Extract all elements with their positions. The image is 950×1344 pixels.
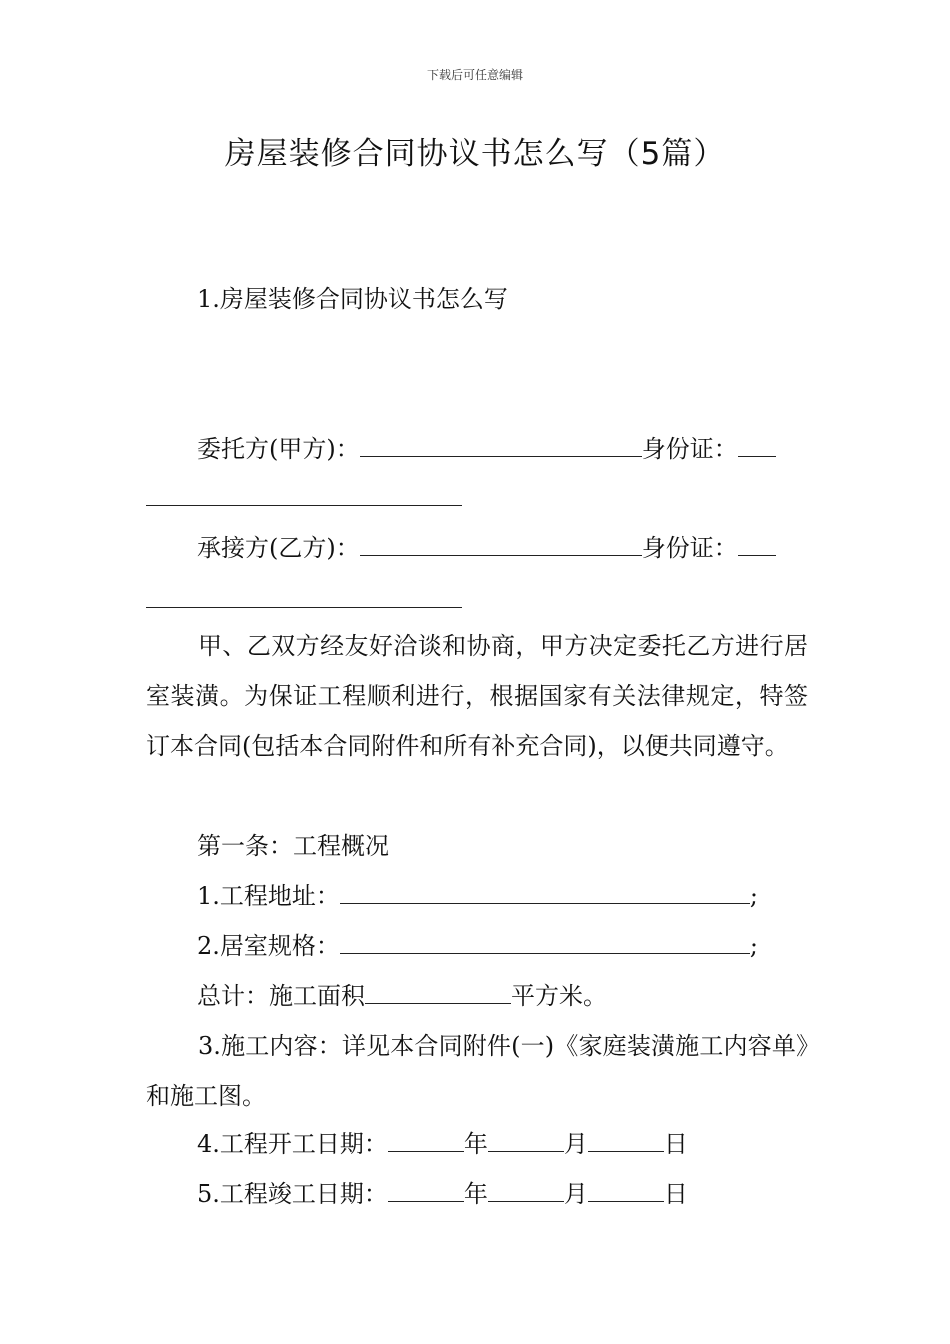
address-end: ; bbox=[749, 882, 758, 910]
start-year: 年 bbox=[463, 1130, 488, 1158]
start-date-line bbox=[197, 1129, 688, 1159]
spec-blank bbox=[340, 931, 750, 954]
article-one-heading: 第一条：工程概况 bbox=[197, 832, 389, 860]
party-a-id-blank bbox=[738, 434, 776, 457]
start-year-blank bbox=[388, 1129, 464, 1152]
party-b-name-blank bbox=[360, 533, 642, 556]
party-b-line bbox=[197, 533, 776, 563]
address-label: 1.工程地址： bbox=[197, 882, 340, 910]
end-day: 日 bbox=[663, 1180, 688, 1208]
end-day-blank bbox=[588, 1179, 664, 1202]
content-paragraph: 3.施工内容：详见本合同附件(一)《家庭装潢施工内容单》和施工图。 bbox=[146, 1032, 808, 1110]
end-year-blank bbox=[388, 1179, 464, 1202]
party-b-id-blank-continued bbox=[146, 607, 462, 608]
start-month: 月 bbox=[563, 1130, 588, 1158]
end-month: 月 bbox=[563, 1180, 588, 1208]
party-b-id-blank bbox=[738, 533, 776, 556]
party-b-label: 承接方(乙方)： bbox=[197, 534, 360, 562]
party-b-id-label: 身份证： bbox=[641, 534, 738, 562]
party-a-id-blank-continued bbox=[146, 505, 462, 506]
total-label: 总计：施工面积 bbox=[197, 982, 365, 1010]
spec-end: ; bbox=[749, 932, 758, 960]
total-unit: 平方米。 bbox=[511, 982, 607, 1010]
address-line bbox=[197, 881, 758, 911]
header-note: 下载后可任意编辑 bbox=[426, 68, 523, 82]
party-a-name-blank bbox=[360, 434, 642, 457]
spec-line bbox=[197, 931, 758, 961]
end-label: 5.工程竣工日期： bbox=[197, 1180, 388, 1208]
address-blank bbox=[340, 881, 750, 904]
end-date-line bbox=[197, 1179, 688, 1209]
start-label: 4.工程开工日期： bbox=[197, 1130, 388, 1158]
start-month-blank bbox=[488, 1129, 564, 1152]
start-day: 日 bbox=[663, 1130, 688, 1158]
party-a-label: 委托方(甲方)： bbox=[197, 435, 360, 463]
end-year: 年 bbox=[463, 1180, 488, 1208]
area-blank bbox=[365, 981, 511, 1004]
party-a-id-label: 身份证： bbox=[641, 435, 738, 463]
start-day-blank bbox=[588, 1129, 664, 1152]
party-a-line bbox=[197, 434, 776, 464]
end-month-blank bbox=[488, 1179, 564, 1202]
section-heading: 1.房屋装修合同协议书怎么写 bbox=[197, 285, 508, 313]
page-title: 房屋装修合同协议书怎么写（5篇） bbox=[224, 136, 726, 172]
intro-paragraph: 甲、乙双方经友好洽谈和协商，甲方决定委托乙方进行居室装潢。为保证工程顺利进行，根据国家有关法律规定，特签订本合同(包括本合同附件和所有补充合同)，以便共同遵守。 bbox=[146, 632, 808, 760]
total-line bbox=[197, 981, 607, 1011]
spec-label: 2.居室规格： bbox=[197, 932, 340, 960]
